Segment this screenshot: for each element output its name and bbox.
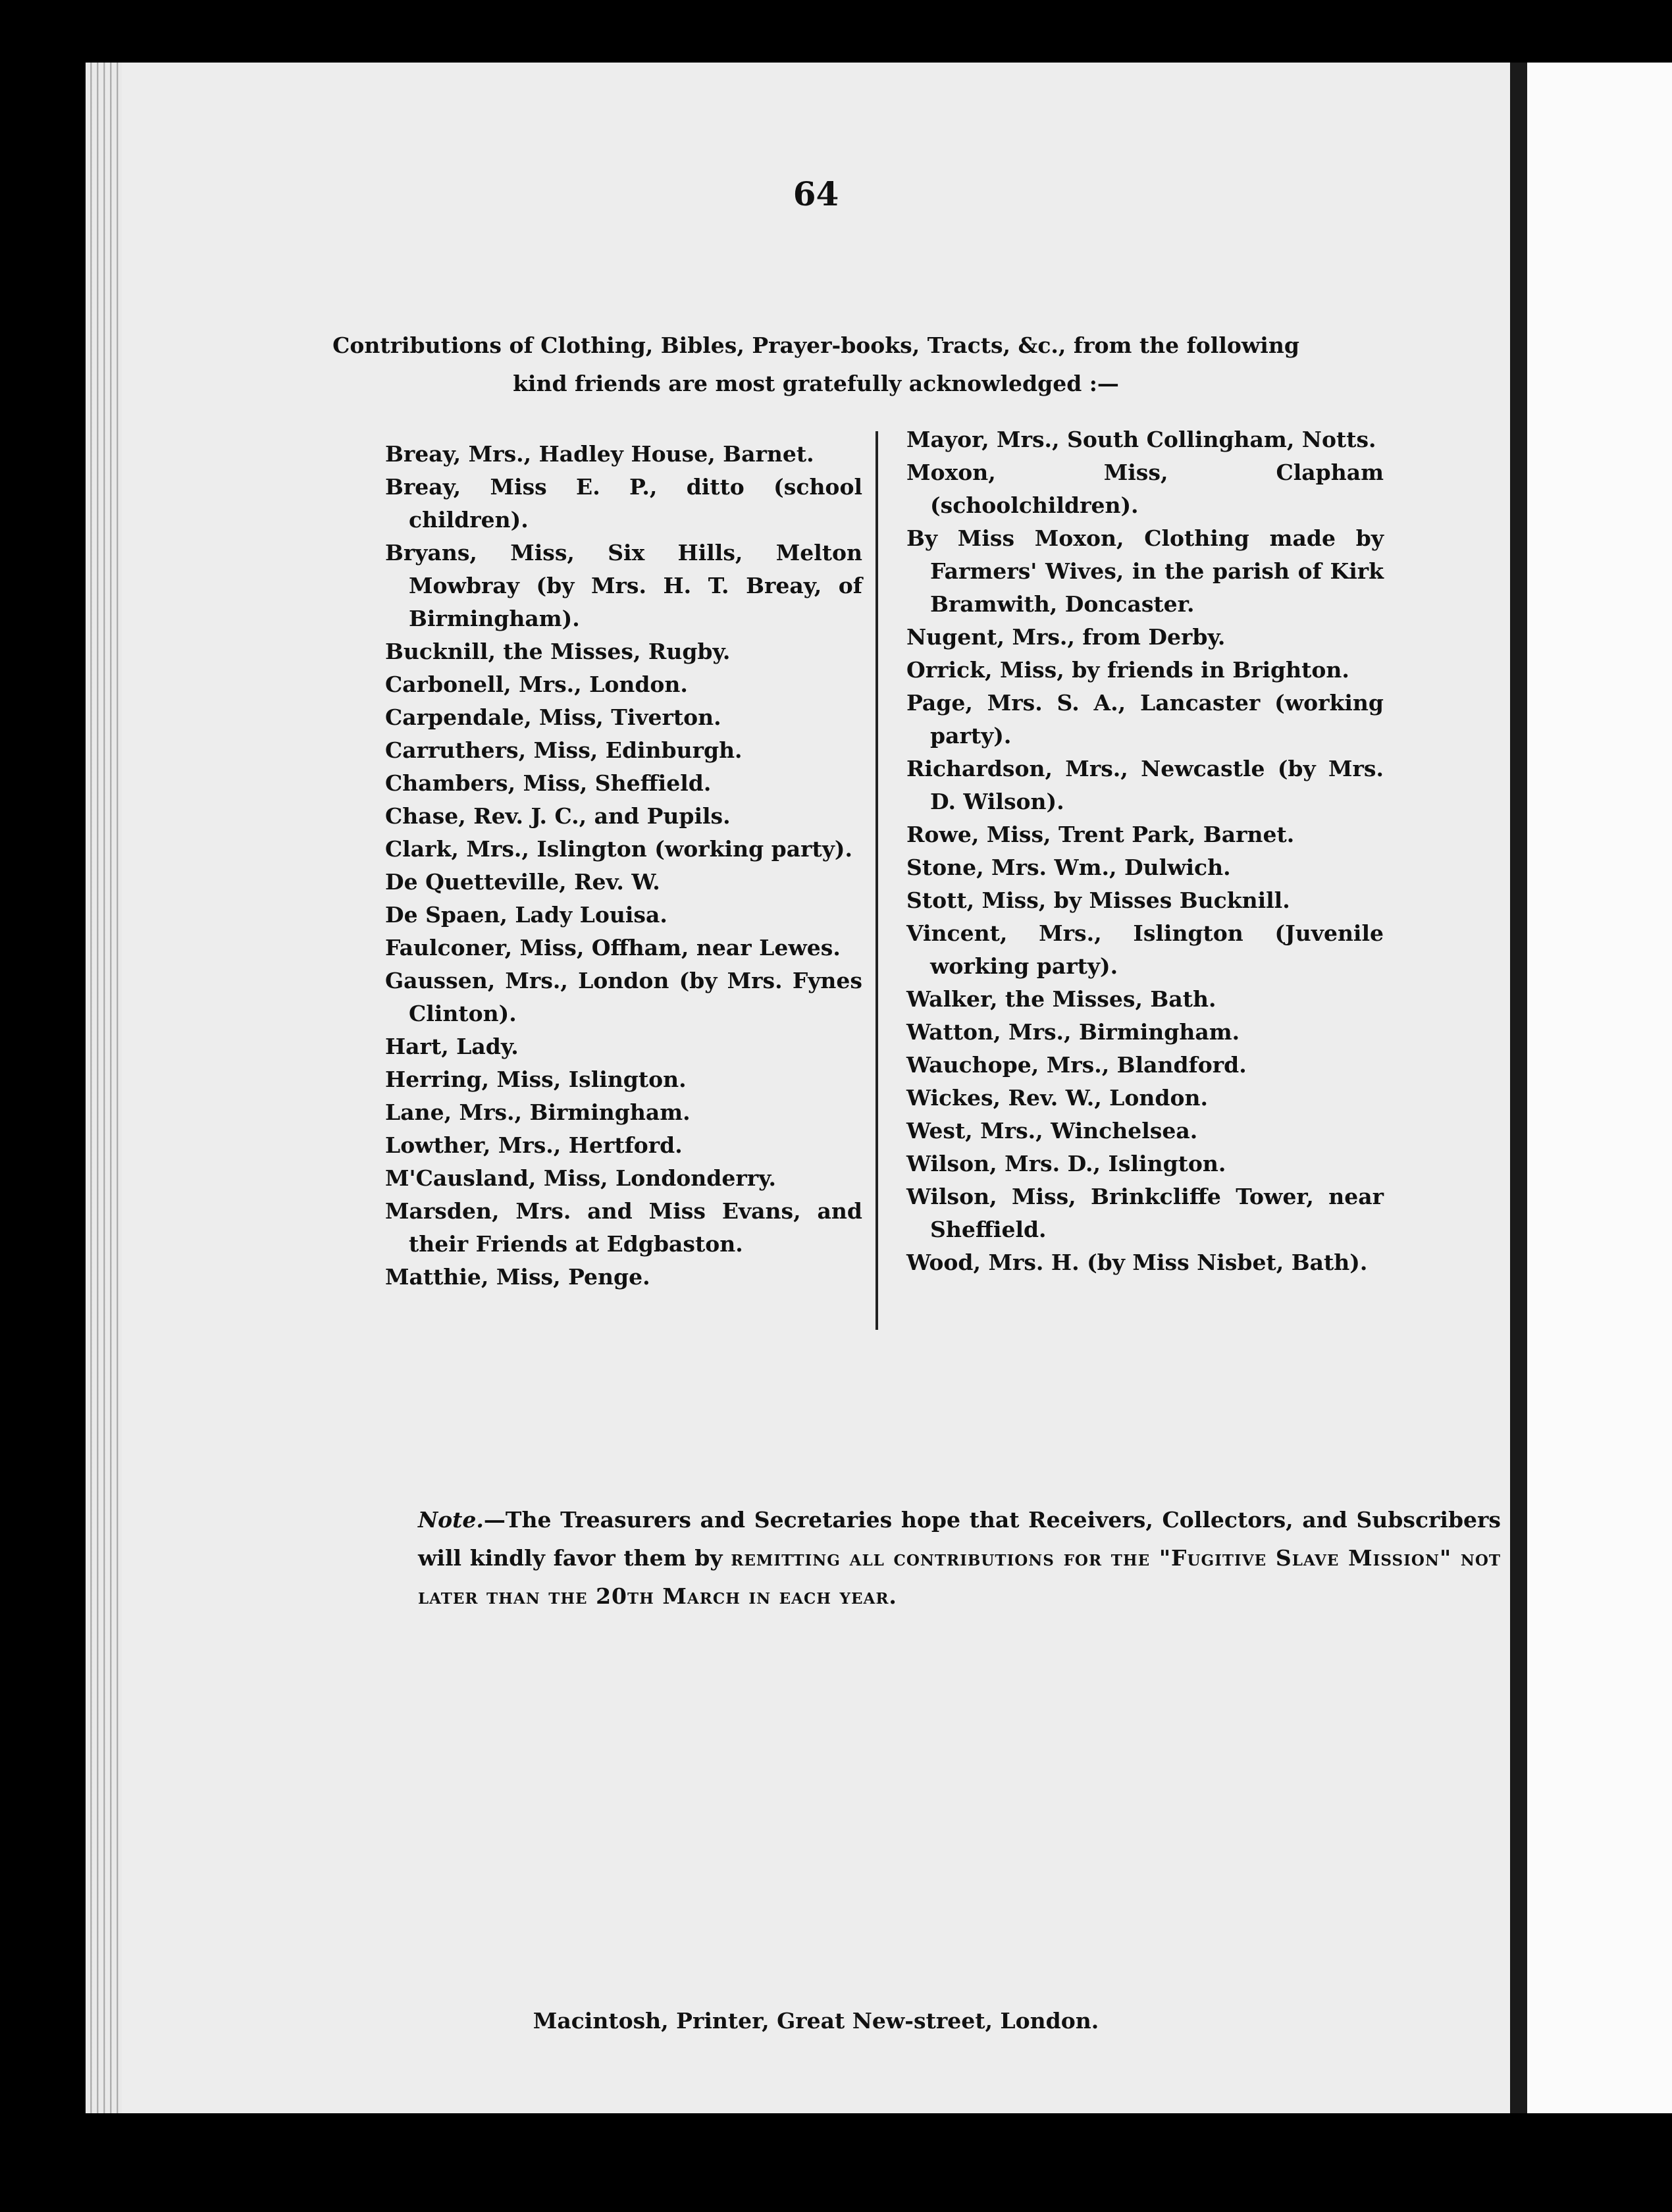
contributor-entry: Carbonell, Mrs., London. [385,672,688,697]
page-number: 64 [793,174,839,213]
contributor-entry: Page, Mrs. S. A., Lancaster (working party). [906,690,1384,749]
contributor-entry: Wilson, Miss, Brinkcliffe Tower, near Sheffield. [906,1184,1384,1242]
contributors-right-column [906,423,1384,1279]
contributor-entry: Wauchope, Mrs., Blandford. [906,1052,1247,1078]
contributor-entry: Faulconer, Miss, Offham, near Lewes. [385,935,841,961]
contributor-entry: Walker, the Misses, Bath. [906,986,1216,1012]
contributor-entry: Carruthers, Miss, Edinburgh. [385,737,743,763]
contributor-entry: Lane, Mrs., Birmingham. [385,1099,691,1125]
contributor-entry: Matthie, Miss, Penge. [385,1264,650,1290]
contributor-entry: Marsden, Mrs. and Miss Evans, and their Friends at Edgbaston. [385,1198,862,1257]
note-text: —The Treasurers and Secretaries hope that Receivers, Collectors, and Subscribers will kindly favor them by [418,1507,1501,1571]
contributor-entry: Chambers, Miss, Sheffield. [385,770,712,796]
contributor-entry: Wickes, Rev. W., London. [906,1085,1208,1111]
contributors-left-column [385,438,862,1294]
page-stack-edges [86,63,122,2113]
contributor-entry: Stott, Miss, by Misses Bucknill. [906,887,1290,913]
contributor-entry: Mayor, Mrs., South Collingham, Notts. [906,427,1376,452]
contributor-entry: Wilson, Mrs. D., Islington. [906,1151,1226,1176]
contributor-entry: Watton, Mrs., Birmingham. [906,1019,1240,1045]
contributor-entry: Stone, Mrs. Wm., Dulwich. [906,855,1231,880]
contributor-entry: Nugent, Mrs., from Derby. [906,624,1226,650]
heading-line-2: kind friends are most gratefully acknowledged :— [513,371,1119,396]
note-paragraph [418,1501,1501,1616]
contributor-entry: Bucknill, the Misses, Rugby. [385,639,731,664]
contributor-entry: Vincent, Mrs., Islington (Juvenile working party). [906,920,1384,979]
contributor-entry: Chase, Rev. J. C., and Pupils. [385,803,731,829]
printer-imprint: Macintosh, Printer, Great New-street, London. [533,2008,1099,2034]
contributor-entry: West, Mrs., Winchelsea. [906,1118,1198,1144]
film-border-bottom [0,2113,1672,2212]
contributor-entry: Wood, Mrs. H. (by Miss Nisbet, Bath). [906,1250,1368,1275]
film-border-left [0,0,86,2212]
note-emphasis: remitting all contributions for the "Fugitive Slave Mission" not later than the 20th March in each year. [418,1545,1502,1609]
film-border-top [0,0,1672,63]
contributor-entry: Breay, Miss E. P., ditto (school children). [385,474,862,533]
scanned-page [122,63,1510,2113]
contributor-entry: De Quetteville, Rev. W. [385,869,660,895]
contributor-entry: Moxon, Miss, Clapham (schoolchildren). [906,460,1384,518]
contributor-entry: Richardson, Mrs., Newcastle (by Mrs. D. Wilson). [906,756,1384,814]
contributor-entry: Rowe, Miss, Trent Park, Barnet. [906,822,1295,847]
contributor-entry: Carpendale, Miss, Tiverton. [385,704,721,730]
contributor-entry: De Spaen, Lady Louisa. [385,902,667,928]
facing-blank-page [1527,63,1672,2113]
contributor-entry: Lowther, Mrs., Hertford. [385,1132,683,1158]
note-label: Note. [418,1507,484,1533]
contributor-entry: Clark, Mrs., Islington (working party). [385,836,852,862]
contributor-entry: M'Causland, Miss, Londonderry. [385,1165,777,1191]
contributor-entry: Breay, Mrs., Hadley House, Barnet. [385,441,814,467]
contributor-entry: By Miss Moxon, Clothing made by Farmers' Wives, in the parish of Kirk Bramwith, Doncaster. [906,525,1384,617]
contributor-entry: Gaussen, Mrs., London (by Mrs. Fynes Clinton). [385,968,862,1026]
contributor-entry: Hart, Lady. [385,1034,519,1059]
contributor-entry: Bryans, Miss, Six Hills, Melton Mowbray (by Mrs. H. T. Breay, of Birmingham). [385,540,862,631]
contributor-entry: Orrick, Miss, by friends in Brighton. [906,657,1349,683]
heading-line-1: Contributions of Clothing, Bibles, Prayer-books, Tracts, &c., from the following [332,332,1299,358]
contributor-entry: Herring, Miss, Islington. [385,1066,687,1092]
page-right-edge [1510,63,1527,2113]
column-divider [875,431,878,1330]
